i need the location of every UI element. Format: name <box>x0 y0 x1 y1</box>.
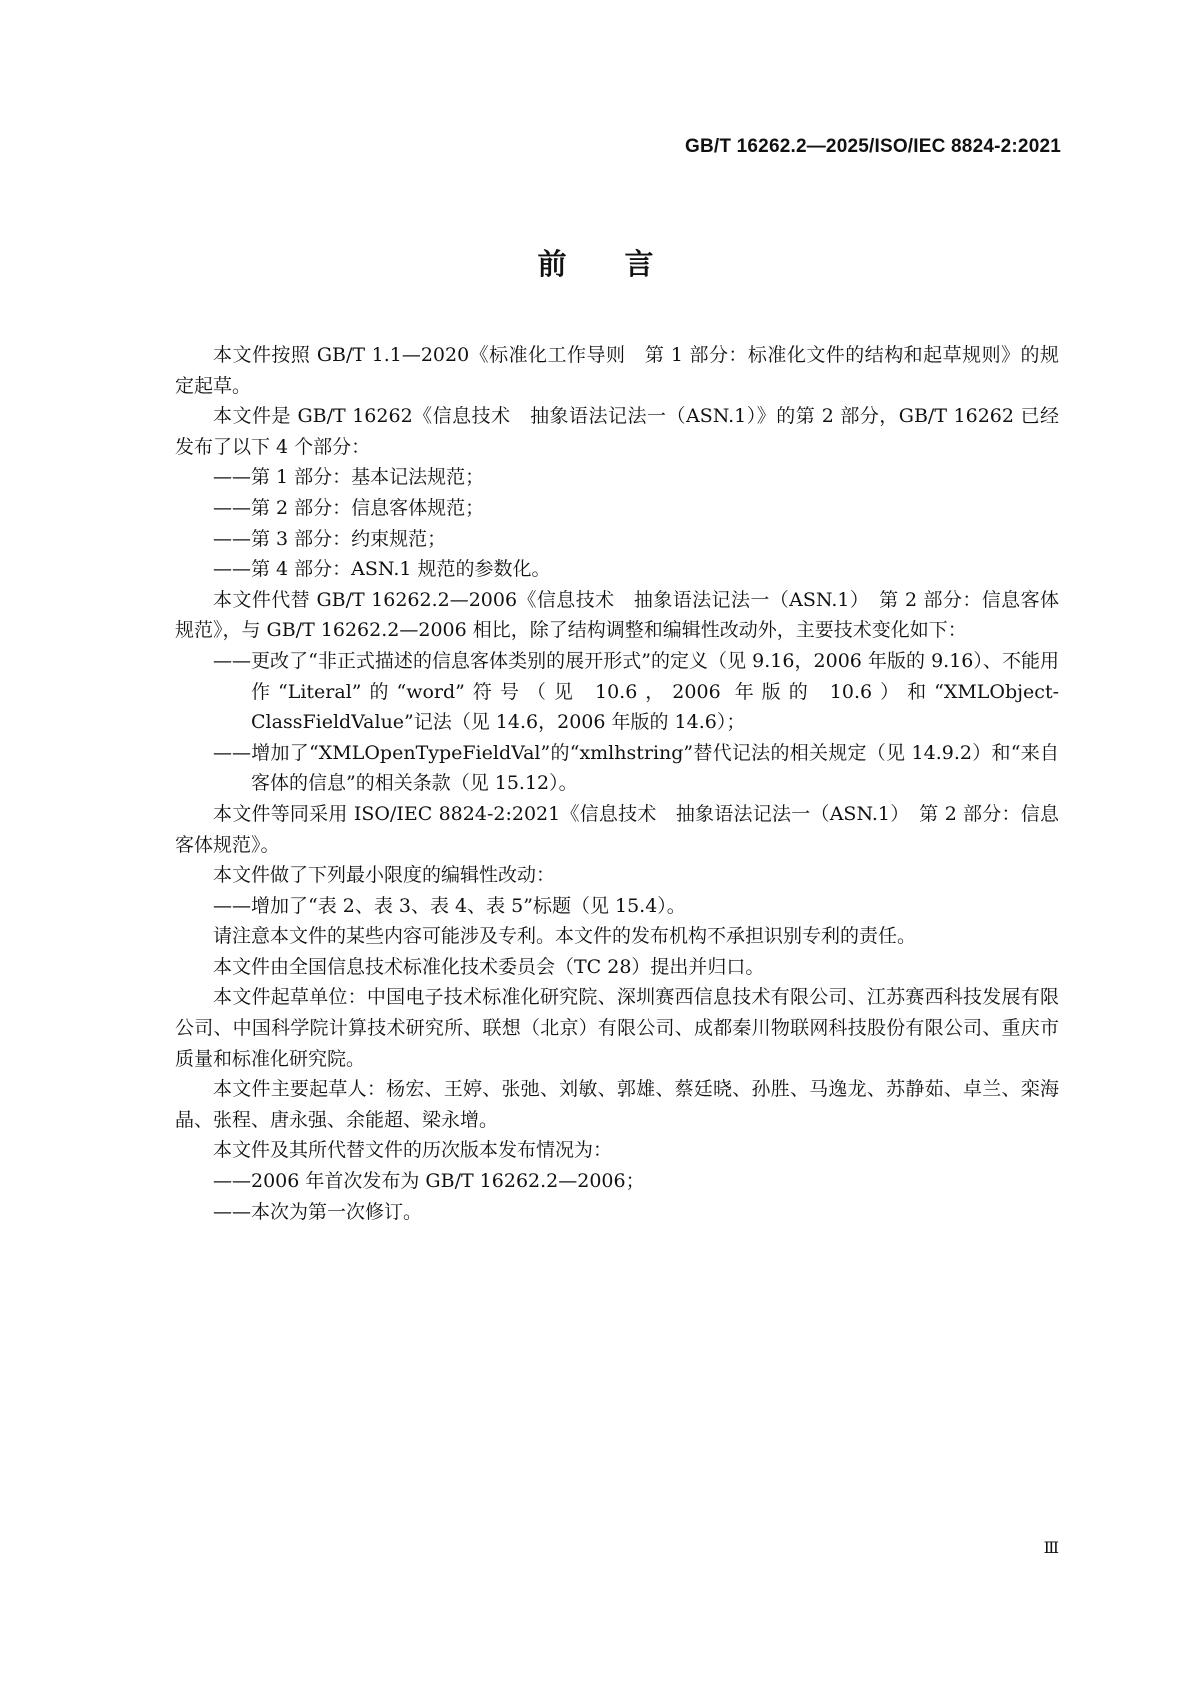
paragraph-committee: 本文件由全国信息技术标准化技术委员会（TC 28）提出并归口。 <box>213 955 765 978</box>
paragraph-series-intro: 本文件是 GB/T 16262《信息技术 抽象语法记法一（ASN.1）》的第 2 部分，GB/T 16262 已经发布了以下 4 个部分： <box>175 405 1059 458</box>
list-item-change: ——增加了“XMLOpenTypeFieldVal”的“xmlhstring”替代记法的相关规定（见 14.9.2）和“来自客体的信息”的相关条款（见 15.12）。 <box>175 738 1059 799</box>
list-item-history: ——2006 年首次发布为 GB/T 16262.2—2006； <box>175 1166 1059 1197</box>
dash-marker: —— <box>213 894 251 917</box>
list-item-part: ——第 4 部分：ASN.1 规范的参数化。 <box>175 554 1059 585</box>
paragraph-adoption: 本文件等同采用 ISO/IEC 8824-2:2021《信息技术 抽象语法记法一（ASN.1） 第 2 部分：信息客体规范》。 <box>175 802 1059 856</box>
list-item-history: ——本次为第一次修订。 <box>175 1197 1059 1228</box>
paragraph-drafters: 本文件主要起草人：杨宏、王婷、张弛、刘敏、郭雄、蔡廷晓、孙胜、马逸龙、苏静茹、卓兰、栾海晶、张程、唐永强、余能超、梁永增。 <box>175 1078 1059 1131</box>
list-item-part: ——第 2 部分：信息客体规范； <box>175 493 1059 524</box>
dash-marker: —— <box>213 466 251 489</box>
list-item-part: ——第 1 部分：基本记法规范； <box>175 462 1059 493</box>
dash-marker: —— <box>213 527 251 550</box>
list-item-part: ——第 3 部分：约束规范； <box>175 524 1059 555</box>
paragraph-editorial-intro: 本文件做了下列最小限度的编辑性改动： <box>213 864 556 887</box>
paragraph-replacement: 本文件代替 GB/T 16262.2—2006《信息技术 抽象语法记法一（ASN.1） 第 2 部分：信息客体规范》，与 GB/T 16262.2—2006 相比，除了结构调整和编辑性改动外，主要技术变化如下： <box>175 588 1059 642</box>
standard-code: GB/T 16262.2—2025/ISO/IEC 8824-2:2021 <box>684 136 1061 157</box>
dash-marker: —— <box>213 558 251 581</box>
list-item-change: ——更改了“非正式描述的信息客体类别的展开形式”的定义（见 9.16，2006 年版的 9.16）、不能用作“Literal”的“word”符号（见 10.6，2006 年版的 10.6）和“XMLObject-ClassFieldValue”记法（见 14.6，2006 年版的 14.6）； <box>175 646 1059 738</box>
foreword-body <box>175 340 1059 1227</box>
dash-marker: —— <box>213 741 251 764</box>
page-number: Ⅲ <box>1043 1538 1059 1557</box>
list-item-edit: ——增加了“表 2、表 3、表 4、表 5”标题（见 15.4）。 <box>175 891 1059 922</box>
page-title: 前言 <box>537 247 712 281</box>
dash-marker: —— <box>213 1170 251 1193</box>
paragraph-history-intro: 本文件及其所代替文件的历次版本发布情况为： <box>213 1139 613 1162</box>
paragraph-drafting-units: 本文件起草单位：中国电子技术标准化研究院、深圳赛西信息技术有限公司、江苏赛西科技发展有限公司、中国科学院计算技术研究所、联想（北京）有限公司、成都秦川物联网科技股份有限公司、重庆市质量和标准化研究院。 <box>175 986 1059 1070</box>
paragraph-drafting-rules: 本文件按照 GB/T 1.1—2020《标准化工作导则 第 1 部分：标准化文件的结构和起草规则》的规定起草。 <box>175 344 1059 397</box>
dash-marker: —— <box>213 1200 251 1223</box>
dash-marker: —— <box>213 649 251 672</box>
dash-marker: —— <box>213 496 251 519</box>
paragraph-patent-notice: 请注意本文件的某些内容可能涉及专利。本文件的发布机构不承担识别专利的责任。 <box>213 925 917 948</box>
